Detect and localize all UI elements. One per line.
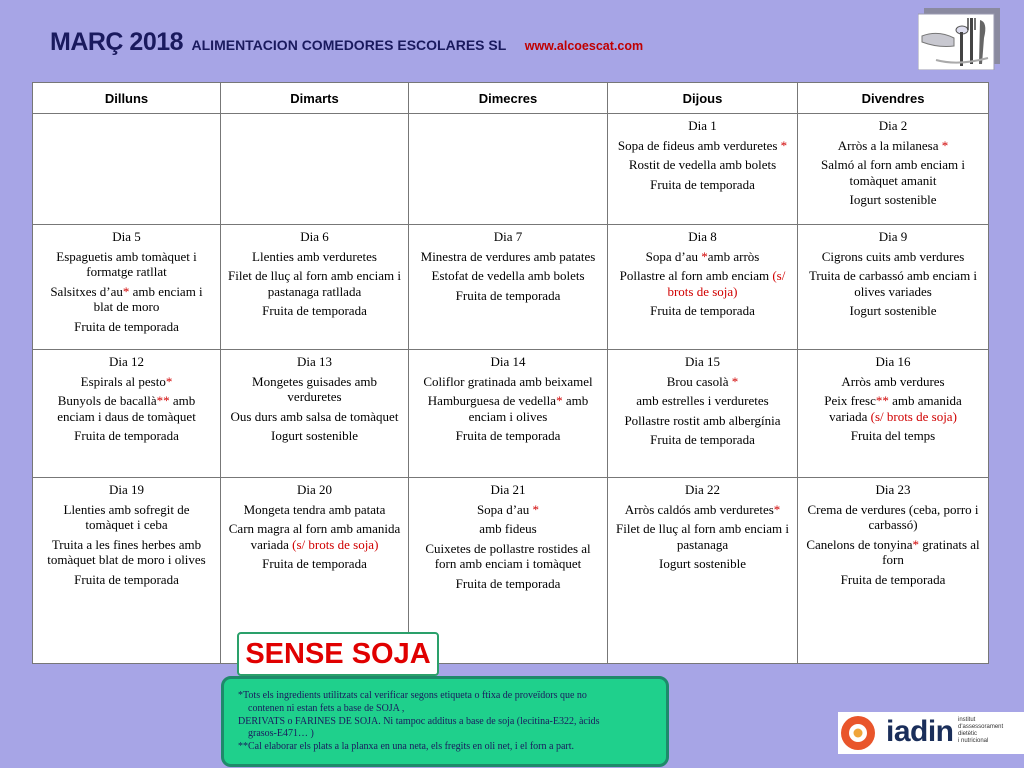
dish-text: Dia 2 [878,118,908,133]
dish-text: Dia 9 [878,229,908,244]
menu-dish [804,249,982,265]
dish-text: Fruita de temporada [455,287,561,303]
allergen-marker: * [912,536,919,552]
iadin-logo [838,712,1024,754]
monthly-menu-table [32,82,989,664]
menu-dish [39,319,214,335]
day-number [227,482,402,498]
menu-dish [415,521,601,537]
dish-text: Brou casolà [666,373,732,389]
menu-dish [804,192,982,208]
dish-text: Truita a les fines herbes amb tomàquet blat de moro i olives [47,536,206,567]
day-number [614,354,791,370]
day-number [39,229,214,245]
dish-text: Crema de verdures (ceba, porro i carbassó) [807,501,979,532]
dish-text: Iogurt sostenible [658,556,746,571]
day-menu-cell [798,225,989,350]
allergen-marker: ** [156,393,170,408]
menu-dish [614,374,791,390]
weekday-header: Divendres [798,83,989,114]
week-row [33,225,989,350]
iadin-brand: iadin [886,715,954,748]
dish-text: Dia 7 [493,229,523,244]
menu-dish [614,177,791,193]
dish-text: Pollastre rostit amb albergínia [624,412,781,428]
menu-dish [39,249,214,280]
dish-text: Cuixetes de pollastre rostides al forn amb enciam i tomàquet [425,540,591,571]
day-number [227,229,402,245]
menu-dish [614,556,791,572]
allergen-marker: * [780,137,788,153]
dish-text: Minestra de verdures amb patates [420,248,596,264]
day-menu-cell [608,114,798,225]
week-row [33,478,989,664]
day-number [804,118,982,134]
weekday-header: Dimecres [409,83,608,114]
menu-dish [614,303,791,319]
allergen-marker: (s/ brots de soja) [667,268,786,299]
menu-dish [227,268,402,299]
note-line: **Cal elaborar els plats a la planxa en una neta, els fregits en oli net, i el forn a part. [238,741,574,753]
sense-soja-label: SENSE SOJA [237,632,439,676]
menu-dish [227,521,402,552]
menu-dish [415,576,601,592]
dish-text: Hamburguesa de vedella [427,393,557,408]
dish-text: Dia 14 [490,354,526,369]
allergen-marker: * [532,501,540,517]
menu-dish [227,502,402,518]
menu-dish [227,409,402,425]
menu-dish [39,428,214,444]
day-menu-cell [33,225,221,350]
dish-text: Dia 16 [875,354,911,369]
allergen-marker: * [773,501,781,517]
menu-dish [614,432,791,448]
dish-text: Fruita de temporada [650,432,755,447]
dish-text: Fruita de temporada [455,575,561,591]
day-number [614,482,791,498]
menu-dish [39,393,214,424]
allergen-marker: (s/ brots de soja) [292,536,379,552]
dish-text: Fruita de temporada [74,571,179,587]
dish-text: Arròs caldós amb verduretes [624,501,774,517]
day-number [614,118,791,134]
dish-text: Fruita del temps [850,428,936,443]
dish-text: Dia 22 [684,482,721,497]
note-line: DERIVATS o FARINES DE SOJA. Ni tampoc additus a base de soja (lecitina-E322, àcids [238,715,600,727]
dish-text: Salsitxes d’au [50,283,123,299]
dish-text: Dia 20 [296,482,333,497]
soy-notes-box [221,676,669,767]
dish-text: Ous durs amb salsa de tomàquet [230,408,399,424]
dish-text: Dia 5 [112,229,141,244]
menu-dish [415,268,601,284]
note-line: contenen ni estan fets a base de SOJA , [248,702,405,714]
iadin-subtitle-line: dietètic [958,731,978,737]
day-menu-cell [409,225,608,350]
dish-text: amb enciam i blat de moro [93,283,203,314]
iadin-subtitle-line: institut [958,717,976,723]
day-menu-cell [33,478,221,664]
dish-text: Filet de lluç al forn amb enciam i pastanaga ratllada [228,268,401,299]
day-number [804,482,982,498]
dish-text: Mongeta tendra amb patata [243,501,386,517]
dish-text: Dia 23 [875,482,911,497]
weekday-header: Dijous [608,83,798,114]
allergen-marker: * [731,373,739,389]
menu-dish [804,502,982,533]
day-number [39,354,214,370]
allergen-marker: * [122,283,130,299]
company-name: ALIMENTACION COMEDORES ESCOLARES SL [191,37,507,53]
day-menu-cell [221,225,409,350]
allergen-marker: * [941,137,949,153]
dish-text: Llenties amb sofregit de tomàquet i ceba [63,501,190,532]
menu-dish [415,374,601,390]
day-number [227,354,402,370]
dish-text: Fruita de temporada [650,176,755,192]
page-title-month: MARÇ 2018 [50,28,184,56]
dish-text: Iogurt sostenible [849,303,937,318]
week-row [33,114,989,225]
dish-text: Dia 6 [300,229,329,244]
dish-text: Fruita de temporada [74,428,179,443]
menu-dish [39,572,214,588]
menu-dish [227,303,402,319]
day-menu-cell [33,114,221,225]
menu-dish [39,502,214,533]
menu-dish [614,138,791,154]
dish-text: Arròs a la milanesa [837,137,942,153]
menu-dish [614,268,791,299]
dish-text: Truita de carbassó amb enciam i olives variades [808,268,978,299]
weekday-header: Dilluns [33,83,221,114]
note-line: grasos-E471… ) [248,728,314,740]
day-menu-cell [221,114,409,225]
day-menu-cell [608,478,798,664]
allergen-marker: * [165,373,173,389]
menu-dish [227,428,402,444]
menu-dish [804,428,982,444]
dish-text: amb arròs [707,248,760,264]
dish-text: Dia 19 [108,482,145,497]
dish-text: Estofat de vedella amb bolets [431,268,585,283]
menu-dish [227,249,402,265]
allergen-marker: (s/ brots de soja) [870,408,957,424]
menu-dish [614,413,791,429]
allergen-marker: ** [875,393,889,408]
menu-dish [415,393,601,424]
dish-text: Coliflor gratinada amb beixamel [423,373,593,389]
menu-dish [614,157,791,173]
dish-text: Llenties amb verduretes [252,248,377,264]
menu-dish [614,521,791,552]
dish-text: Dia 15 [684,354,721,369]
weekday-header: Dimarts [221,83,409,114]
dish-text: Bunyols de bacallà [57,393,157,408]
dish-text: Rostit de vedella amb bolets [628,157,777,172]
menu-dish [614,502,791,518]
dish-text: amb enciam i daus de tomàquet [57,393,196,424]
menu-dish [804,268,982,299]
page-header [50,28,643,57]
dish-text: Dia 12 [108,354,145,369]
note-line: *Tots els ingredients utilitzats cal verificar segons etiqueta o ftixa de proveïdors que no [238,690,587,701]
dish-text: Fruita de temporada [262,303,367,318]
dish-text: Dia 21 [490,482,526,497]
dish-text: Arròs amb verdures [841,373,945,389]
menu-dish [804,138,982,154]
dish-text: gratinats al forn [882,536,980,567]
day-menu-cell [33,350,221,478]
menu-dish [804,157,982,188]
menu-dish [804,537,982,568]
day-menu-cell [798,350,989,478]
dish-text: Mongetes guisades amb verduretes [252,373,377,404]
dish-text: Salmó al forn amb enciam i tomàquet amanit [820,157,966,188]
dish-text: Iogurt sostenible [849,192,937,207]
iadin-subtitle-line: i nutricional [958,738,989,744]
iadin-subtitle [958,717,1003,745]
menu-dish [415,288,601,304]
dish-text: Fruita de temporada [650,303,755,318]
day-number [39,482,214,498]
dish-text: Espirals al pesto [80,373,166,389]
dish-text: amb amanida variada [829,393,962,424]
allergen-marker: * [701,248,708,264]
day-menu-cell [798,478,989,664]
dish-text: Pollastre al forn amb enciam [619,268,773,283]
menu-dish [614,249,791,265]
day-menu-cell [608,225,798,350]
menu-dish [415,428,601,444]
dish-text: Iogurt sostenible [270,428,358,443]
dish-text: Dia 13 [296,354,333,369]
menu-dish [804,572,982,588]
dish-text: Sopa d’au [476,501,533,517]
menu-dish [415,249,601,265]
dish-text: Dia 1 [688,118,717,133]
company-website-link[interactable]: www.alcoescat.com [524,39,644,53]
dish-text: Cigrons cuits amb verdures [821,248,965,264]
menu-dish [415,541,601,572]
day-menu-cell [608,350,798,478]
dish-text: Filet de lluç al forn amb enciam i pastanaga [616,521,789,552]
day-menu-cell [409,350,608,478]
menu-dish [227,556,402,572]
week-row [33,350,989,478]
dish-text: amb fideus [479,521,537,536]
iadin-subtitle-line: d'assessorament [958,724,1004,730]
dish-text: Dia 8 [688,229,717,244]
dish-text: Fruita de temporada [455,428,561,443]
dish-text: Carn magra al forn amb amanida variada [228,521,401,552]
dish-text: Sopa de fideus amb verduretes [617,137,781,153]
dish-text: Espaguetis amb tomàquet i formatge ratllat [56,248,197,279]
day-number [804,229,982,245]
cutlery-logo-icon [918,8,1000,70]
dish-text: Fruita de temporada [262,556,367,571]
menu-dish [804,393,982,424]
day-menu-cell [221,350,409,478]
iadin-logo-mark-icon [838,712,882,754]
menu-dish [804,374,982,390]
menu-dish [39,284,214,315]
day-number [804,354,982,370]
day-number [415,229,601,245]
menu-dish [39,374,214,390]
allergen-marker: * [556,393,563,408]
dish-text: Peix fresc [824,393,876,408]
day-number [614,229,791,245]
day-menu-cell [798,114,989,225]
dish-text: Fruita de temporada [840,571,946,587]
day-number [415,482,601,498]
dish-text: amb estrelles i verduretes [636,393,769,408]
dish-text: Sopa d’au [645,248,702,264]
day-number [415,354,601,370]
menu-dish [39,537,214,568]
dish-text: Fruita de temporada [74,318,179,334]
day-menu-cell [409,114,608,225]
menu-dish [227,374,402,405]
dish-text: amb enciam i olives [468,393,589,424]
dish-text: Canelons de tonyina [806,536,913,552]
menu-dish [415,502,601,518]
menu-dish [804,303,982,319]
menu-dish [614,393,791,409]
weekday-header-row [33,83,989,114]
